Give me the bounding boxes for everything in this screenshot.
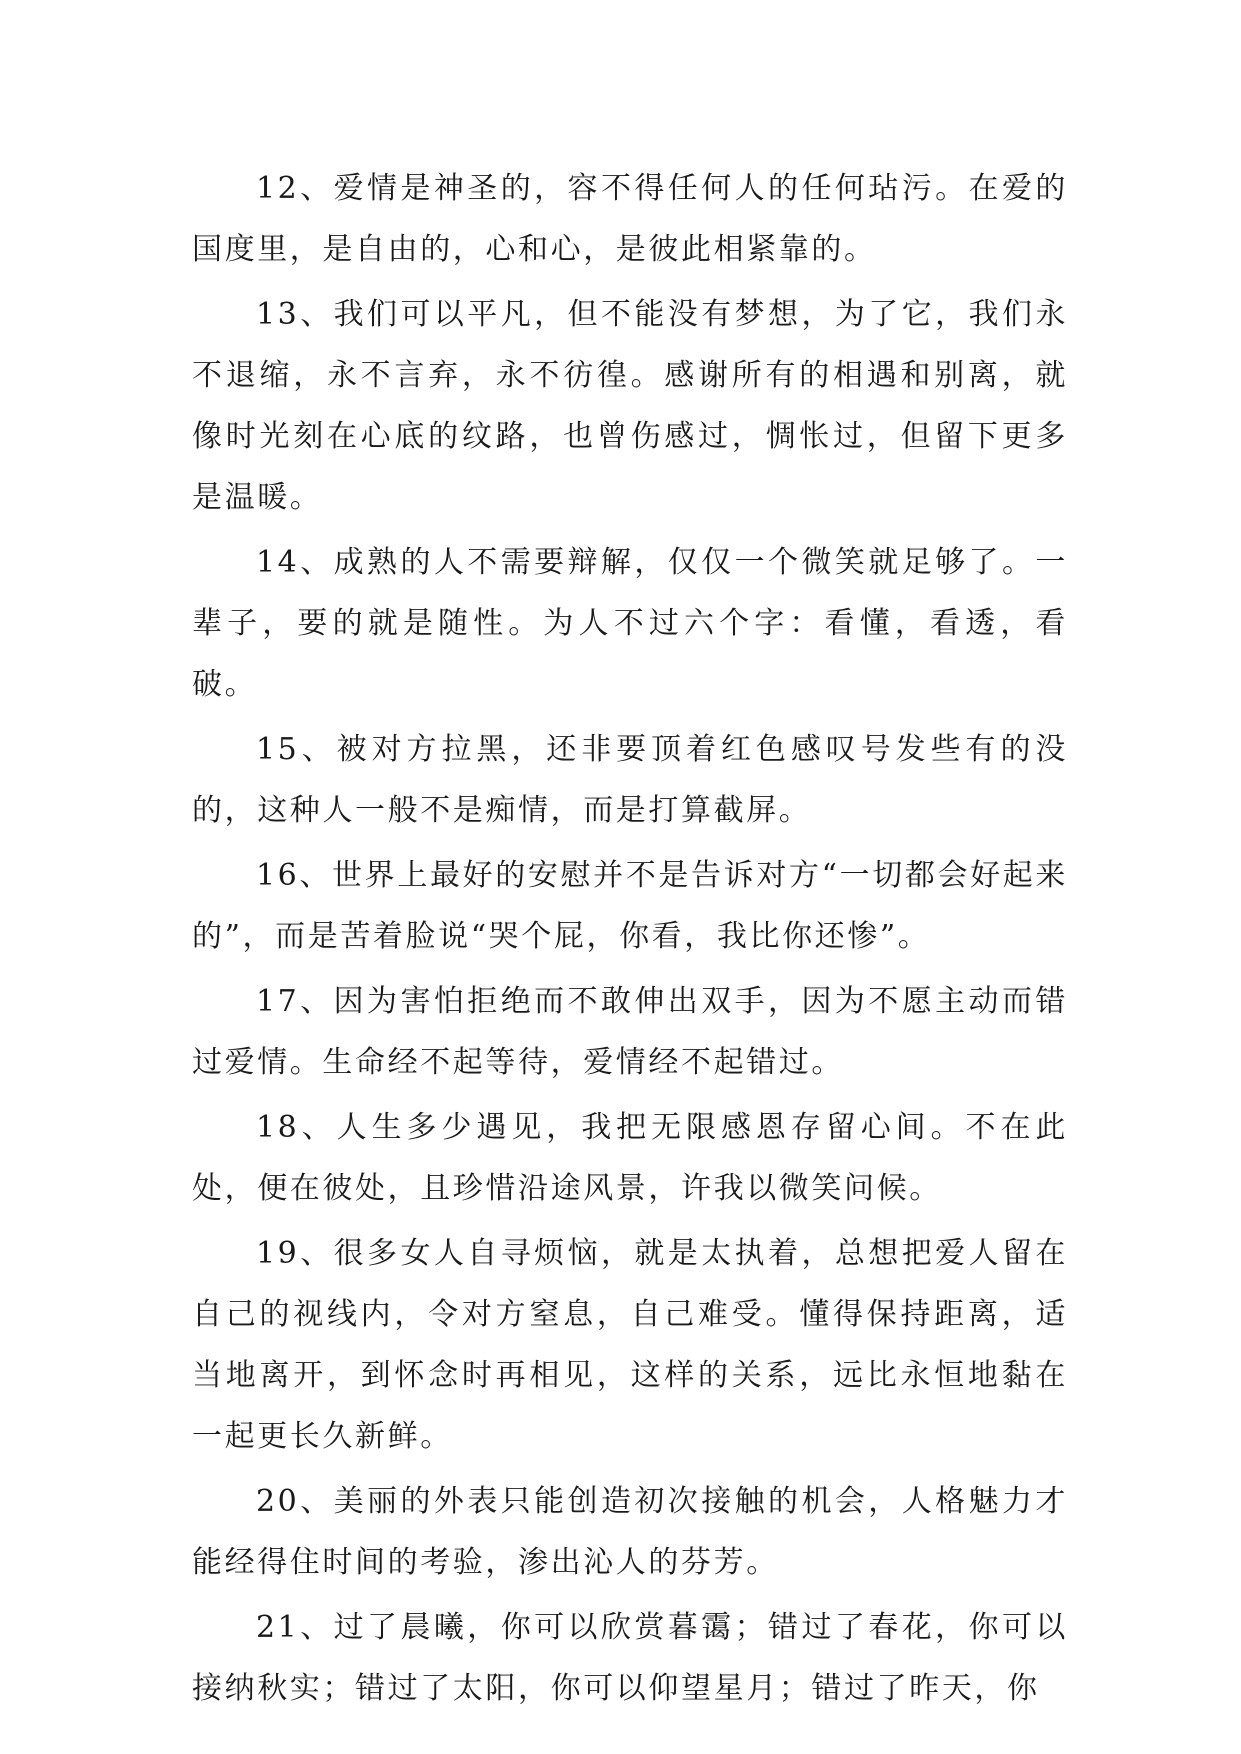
paragraph-18: 18、人生多少遇见，我把无限感恩存留心间。不在此处，便在彼处，且珍惜沿途风景，许我以微笑问候。 (192, 1110, 1068, 1206)
paragraph-19: 19、很多女人自寻烦恼，就是太执着，总想把爱人留在自己的视线内，令对方窒息，自己难受。懂得保持距离，适当地离开，到怀念时再相见，这样的关系，远比永恒地黏在一起更长久新鲜。 (192, 1236, 1068, 1454)
paragraph-16: 16、世界上最好的安慰并不是告诉对方“一切都会好起来的”，而是苦着脸说“哭个屁，你看，我比你还惨”。 (192, 858, 1068, 954)
paragraph-17: 17、因为害怕拒绝而不敢伸出双手，因为不愿主动而错过爱情。生命经不起等待，爱情经不起错过。 (192, 984, 1068, 1080)
document-body (192, 158, 1068, 1723)
paragraph-13: 13、我们可以平凡，但不能没有梦想，为了它，我们永不退缩，永不言弃，永不彷徨。感谢所有的相遇和别离，就像时光刻在心底的纹路，也曾伤感过，惆怅过，但留下更多是温暖。 (192, 297, 1068, 515)
paragraph-21: 21、过了晨曦，你可以欣赏暮霭；错过了春花，你可以接纳秋实；错过了太阳，你可以仰望星月；错过了昨天，你 (192, 1610, 1068, 1706)
paragraph-15: 15、被对方拉黑，还非要顶着红色感叹号发些有的没的，这种人一般不是痴情，而是打算截屏。 (192, 732, 1068, 828)
paragraph-20: 20、美丽的外表只能创造初次接触的机会，人格魅力才能经得住时间的考验，渗出沁人的芬芳。 (192, 1484, 1068, 1580)
paragraph-14: 14、成熟的人不需要辩解，仅仅一个微笑就足够了。一辈子，要的就是随性。为人不过六个字：看懂，看透，看破。 (192, 545, 1068, 702)
paragraph-12: 12、爱情是神圣的，容不得任何人的任何玷污。在爱的国度里，是自由的，心和心，是彼此相紧靠的。 (192, 171, 1068, 267)
